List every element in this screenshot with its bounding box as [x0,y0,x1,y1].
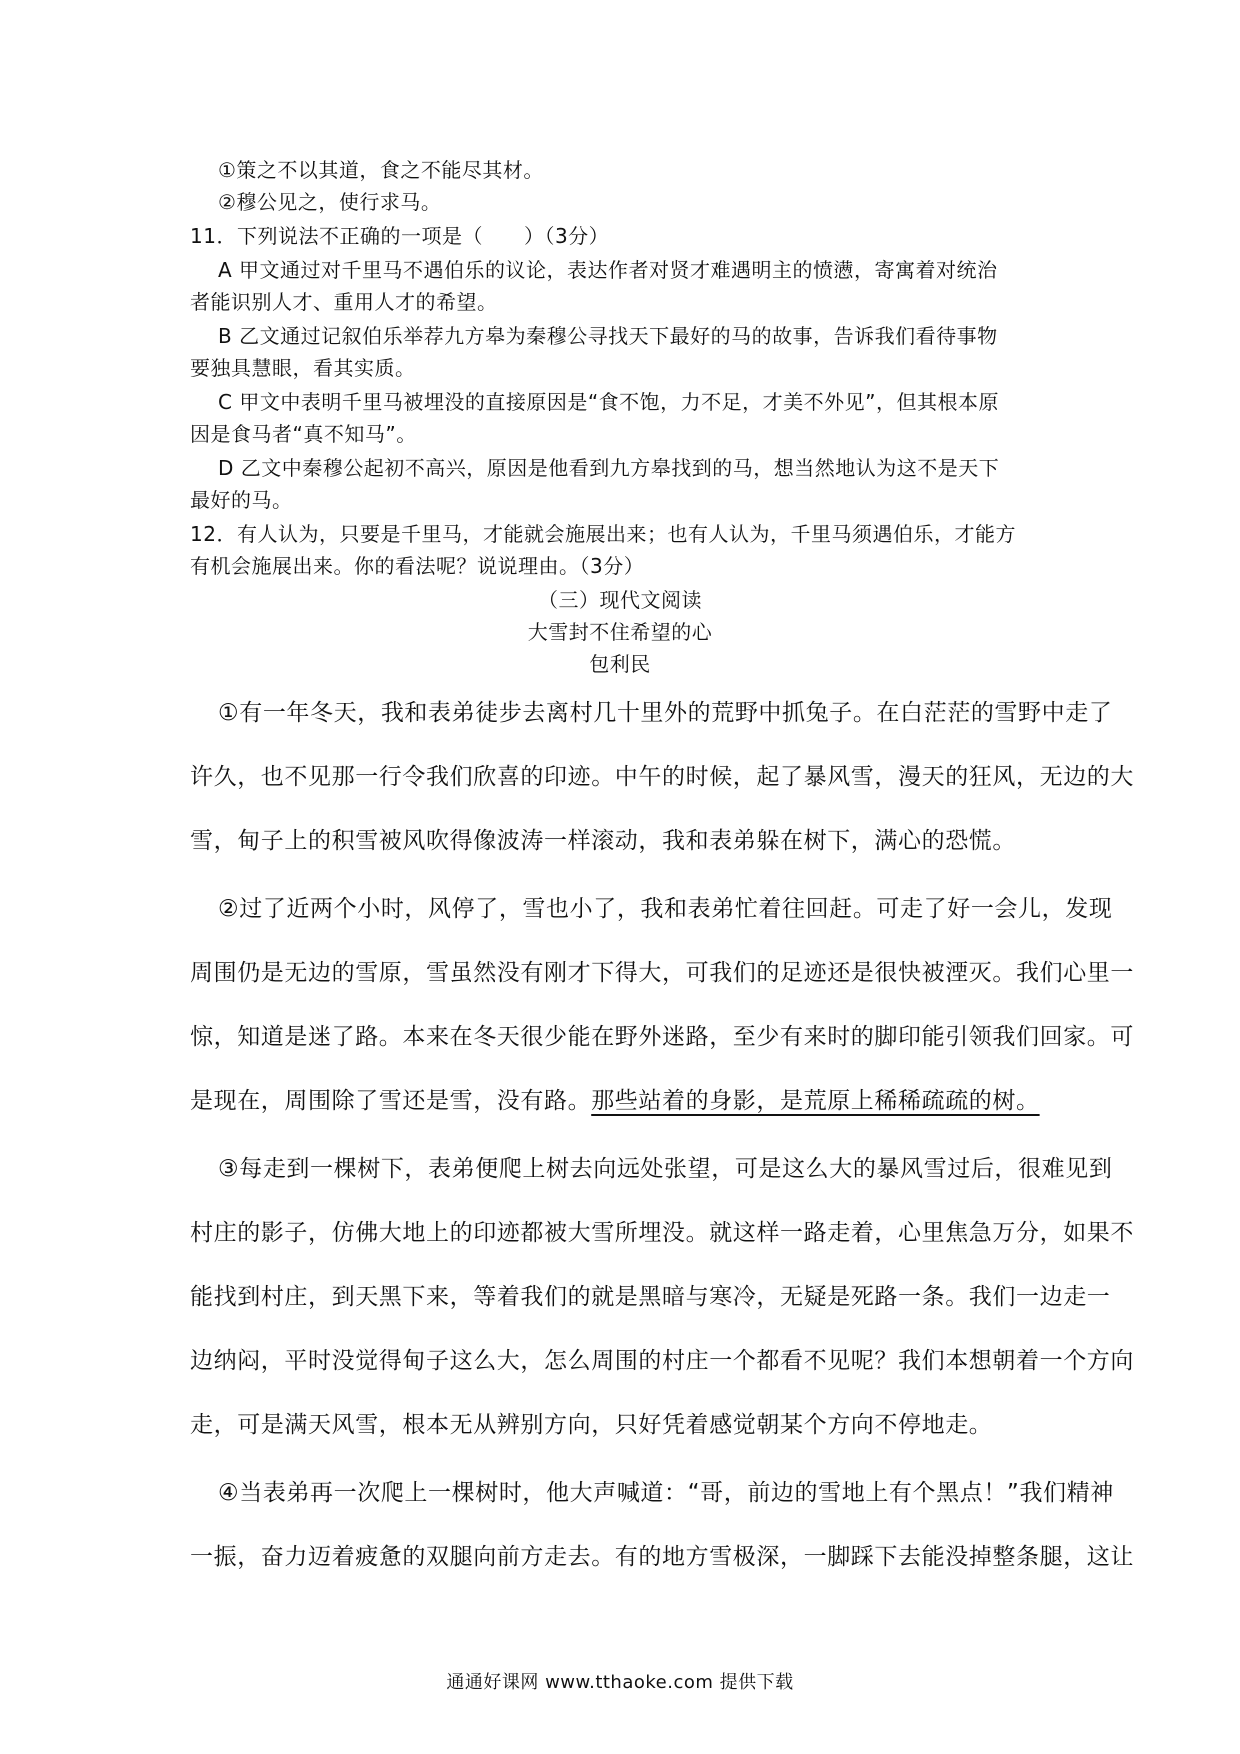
passage-line: 许久，也不见那一行令我们欣喜的印迹。中午的时候，起了暴风雪，漫天的狂风，无边的大 [190,764,1134,790]
passage-title: 大雪封不住希望的心 [527,620,713,644]
passage-line: ④当表弟再一次爬上一棵树时，他大声喊道：“哥，前边的雪地上有个黑点！”我们精神 [218,1480,1114,1506]
passage-line: 一振，奋力迈着疲惫的双腿向前方走去。有的地方雪极深，一脚踩下去能没掉整条腿，这让 [190,1544,1134,1570]
q11-stem: 11．下列说法不正确的一项是（ ）（3分） [190,224,610,248]
passage-line: 周围仍是无边的雪原，雪虽然没有刚才下得大，可我们的足迹还是很快被湮灭。我们心里一 [190,960,1134,986]
q12-line1: 12．有人认为，只要是千里马，才能就会施展出来；也有人认为，千里马须遇伯乐，才能方 [190,522,1016,546]
q11-option-c-line1: C 甲文中表明千里马被埋没的直接原因是“食不饱，力不足，才美不外见”，但其根本原 [218,390,1000,414]
passage-line: 边纳闷，平时没觉得甸子这么大，怎么周围的村庄一个都看不见呢？我们本想朝着一个方向 [190,1348,1134,1374]
q11-option-d-line1: D 乙文中秦穆公起初不高兴，原因是他看到九方皋找到的马，想当然地认为这不是天下 [218,456,1000,480]
passage-line: 村庄的影子，仿佛大地上的印迹都被大雪所埋没。就这样一路走着，心里焦急万分，如果不 [190,1220,1134,1246]
q10-item-2: ②穆公见之，使行求马。 [218,190,442,214]
passage-line-text: 是现在，周围除了雪还是雪，没有路。 [190,1088,592,1114]
passage-line: 能找到村庄，到天黑下来，等着我们的就是黑暗与寒冷，无疑是死路一条。我们一边走一 [190,1284,1111,1310]
q10-item-1: ①策之不以其道，食之不能尽其材。 [218,158,544,182]
page-footer: 通通好课网 www.tthaoke.com 提供下载 [446,1672,794,1693]
q11-option-c-line2: 因是食马者“真不知马”。 [190,422,417,446]
q11-option-b-line2: 要独具慧眼，看其实质。 [190,356,416,380]
q11-option-a-line1: A 甲文通过对千里马不遇伯乐的议论，表达作者对贤才难遇明主的愤懑，寄寓着对统治 [218,258,998,282]
q11-option-a-line2: 者能识别人才、重用人才的希望。 [190,290,498,314]
passage-line: 走，可是满天风雪，根本无从辨别方向，只好凭着感觉朝某个方向不停地走。 [190,1412,993,1438]
q11-option-b-line1: B 乙文通过记叙伯乐举荐九方皋为秦穆公寻找天下最好的马的故事，告诉我们看待事物 [218,324,998,348]
passage-line: ③每走到一棵树下，表弟便爬上树去向远处张望，可是这么大的暴风雪过后，很难见到 [218,1156,1113,1182]
passage-line: 雪，甸子上的积雪被风吹得像波涛一样滚动，我和表弟躲在树下，满心的恐慌。 [190,828,1016,854]
q12-line2: 有机会施展出来。你的看法呢？说说理由。（3分） [190,554,645,578]
passage-line: ①有一年冬天，我和表弟徒步去离村几十里外的荒野中抓兔子。在白茫茫的雪野中走了 [218,700,1113,726]
passage-line-with-underline [190,1082,1040,1115]
q11-option-d-line2: 最好的马。 [190,488,293,512]
underlined-sentence: 那些站着的身影，是荒原上稀稀疏疏的树。 [591,1088,1040,1114]
passage-line: ②过了近两个小时，风停了，雪也小了，我和表弟忙着往回赶。可走了好一会儿，发现 [218,896,1113,922]
passage-author: 包利民 [589,652,651,676]
section-heading: （三）现代文阅读 [538,588,702,612]
passage-line: 惊，知道是迷了路。本来在冬天很少能在野外迷路，至少有来时的脚印能引领我们回家。可 [190,1024,1134,1050]
